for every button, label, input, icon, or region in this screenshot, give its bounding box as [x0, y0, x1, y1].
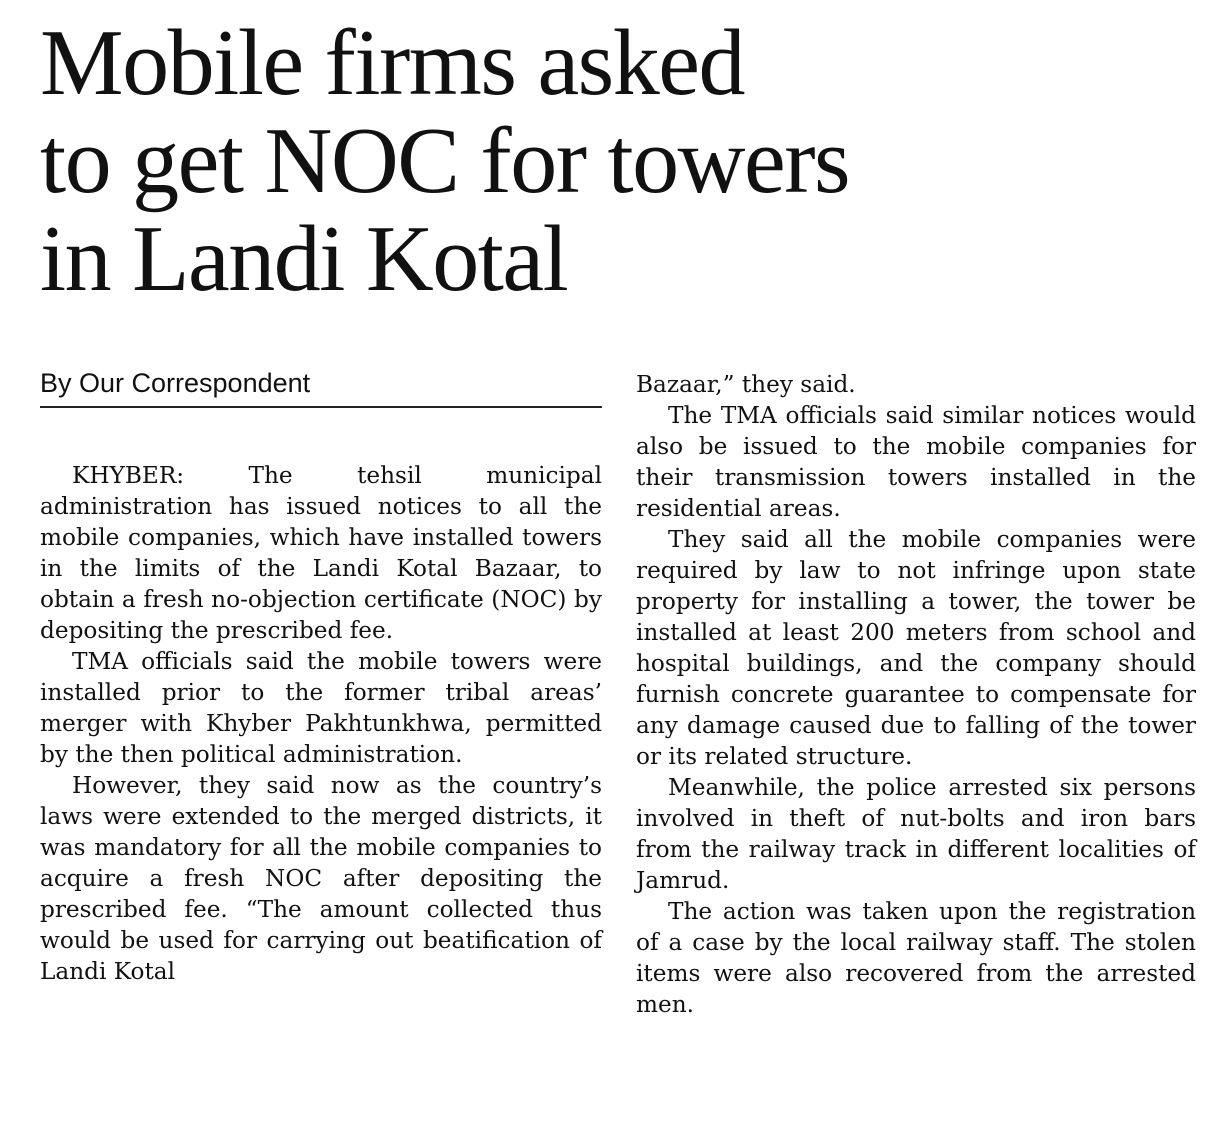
- article-paragraph-3: However, they said now as the country’s laws were extended to the merged districts, it was mandatory for all the mobile companies to acquire a fresh NOC after depositing the prescribed fee. “The amount collected thus would be used for carrying out beatification of Landi Kotal: [40, 772, 602, 985]
- article-paragraph-3-continued: Bazaar,” they said.: [636, 371, 856, 398]
- article-paragraph-7: The action was taken upon the registration of a case by the local railway staff. The stolen items were also recovered from the arrested men.: [636, 898, 1196, 1018]
- article-column-right: [636, 369, 1196, 1020]
- headline-line-1: Mobile firms asked: [40, 11, 744, 115]
- article-paragraph-5: They said all the mobile companies were required by law to not infringe upon state property for installing a tower, the tower be installed at least 200 meters from school and hospital buildings, and the company should furnish concrete guarantee to compensate for any damage caused due to falling of the tower or its related structure.: [636, 526, 1196, 770]
- article-column-left: [40, 460, 602, 987]
- article-paragraph-2: TMA officials said the mobile towers were installed prior to the former tribal areas’ merger with Khyber Pakhtunkhwa, permitted by the then political administration.: [40, 648, 602, 768]
- article-paragraph-1: KHYBER: The tehsil municipal administration has issued notices to all the mobile companies, which have installed towers in the limits of the Landi Kotal Bazaar, to obtain a fresh no-objection certificate (NOC) by depositing the prescribed fee.: [40, 462, 602, 644]
- headline-line-2: to get NOC for towers: [40, 109, 850, 213]
- headline-line-3: in Landi Kotal: [40, 207, 568, 311]
- article-paragraph-6: Meanwhile, the police arrested six persons involved in theft of nut-bolts and iron bars from the railway track in different localities of Jamrud.: [636, 774, 1196, 894]
- article-paragraph-4: The TMA officials said similar notices would also be issued to the mobile companies for their transmission towers installed in the residential areas.: [636, 402, 1196, 522]
- byline: By Our Correspondent: [40, 364, 602, 408]
- headline: [40, 11, 1200, 311]
